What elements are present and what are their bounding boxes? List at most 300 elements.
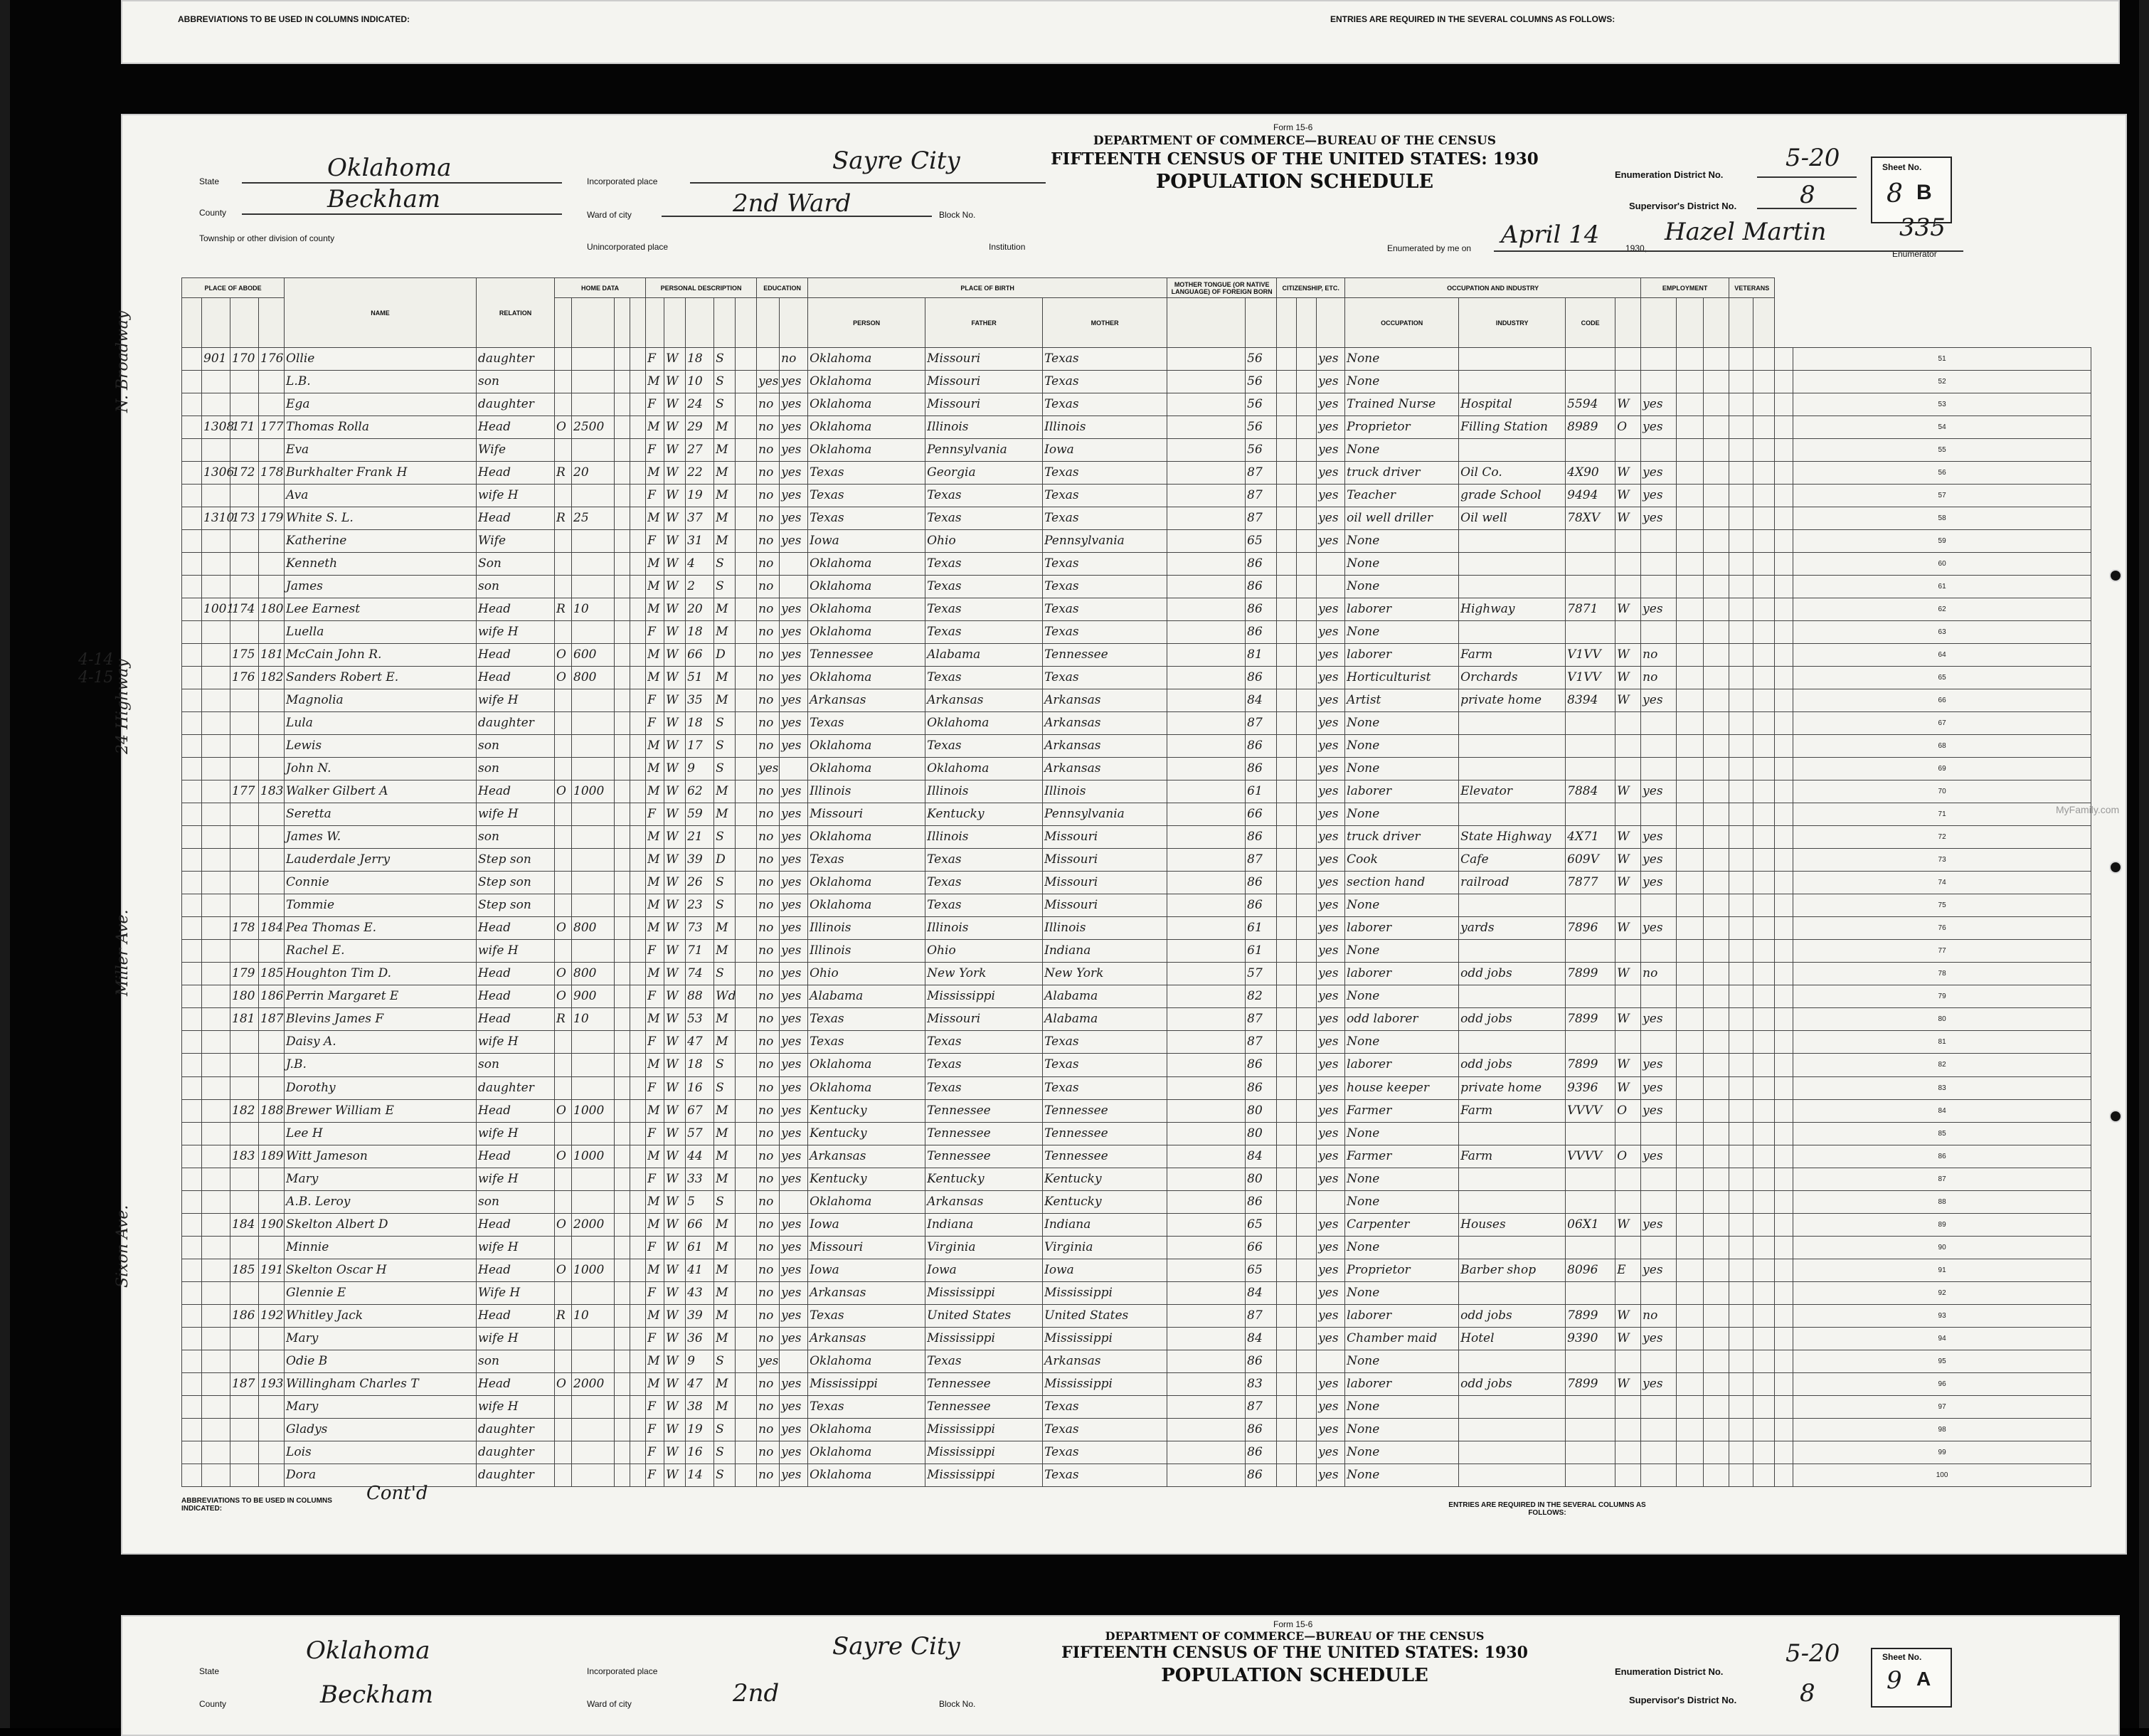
cell-age: 53 [686,1008,714,1031]
cell-mob: Illinois [1043,917,1167,940]
cell-wk: W [1615,507,1641,530]
cell-code: 87 [1246,1031,1277,1054]
cell-race: W [664,735,686,758]
cell-st [182,530,202,553]
cell-mar: M [714,621,736,644]
cell-occ: None [1345,621,1459,644]
cell-sch: no [757,1008,780,1031]
cell-sex: M [646,1054,664,1076]
stamp-number: 335 [1899,213,1946,242]
cell-empty [630,553,646,576]
cell-race: W [664,940,686,963]
cell-name: Skelton Oscar H [285,1259,477,1281]
cell-rel: Head [477,507,555,530]
cell-pob: Texas [808,1031,925,1054]
cell-empty [630,530,646,553]
cell-dw [202,849,230,872]
cell-empty [1753,1054,1775,1076]
cell-read: yes [780,1441,808,1464]
cell-dw [202,1441,230,1464]
cell-empty [1297,940,1317,963]
cell-empty [1729,963,1753,985]
cell-empty [1167,1145,1246,1168]
cell-oc: 8394 [1566,689,1615,712]
cell-sch: no [757,735,780,758]
cell-pob: Oklahoma [808,1054,925,1076]
cell-race: W [664,758,686,780]
cell-empty [1297,530,1317,553]
cell-mar: S [714,963,736,985]
cell-rel: wife H [477,689,555,712]
cell-empty [1729,416,1753,439]
cell-fm [230,1350,259,1372]
cell-fn [259,1236,285,1259]
cell-rel: wife H [477,1327,555,1350]
cell-empty [1729,803,1753,826]
cell-empty [630,1122,646,1145]
cell-ind: Oil well [1459,507,1566,530]
cell-dw [202,1099,230,1122]
cell-race: W [664,1441,686,1464]
cell-oc: 4X90 [1566,462,1615,485]
cell-sex: F [646,485,664,507]
cell-sch: no [757,1145,780,1168]
cell-empty [615,1281,630,1304]
cell-rel: Son [477,553,555,576]
line-number: 61 [1793,576,2091,598]
cell-ind: Farm [1459,1099,1566,1122]
cell-ind: State Highway [1459,826,1566,849]
cell-mar: S [714,1464,736,1486]
cell-empty [736,1031,757,1054]
cell-age: 36 [686,1327,714,1350]
cell-empty [736,667,757,689]
line-number: 68 [1793,735,2091,758]
col-code: CODE [1566,298,1615,348]
cell-pob: Kentucky [808,1099,925,1122]
cell-empty [1167,689,1246,712]
cell-emp: no [1641,963,1677,985]
cell-wk [1615,348,1641,371]
cell-own [555,872,572,894]
cell-empty [1704,1190,1729,1213]
cell-val [572,348,615,371]
cell-st [182,940,202,963]
cell-age: 27 [686,439,714,462]
cell-oc [1566,712,1615,735]
cell-fob: Oklahoma [925,758,1043,780]
cell-empty [1704,393,1729,416]
cell-eng [1317,553,1345,576]
cell-age: 14 [686,1464,714,1486]
cell-rel: wife H [477,621,555,644]
cell-empty [1753,1304,1775,1327]
cell-sex: M [646,826,664,849]
cell-rel: Head [477,1099,555,1122]
cell-empty [1704,735,1729,758]
table-row [182,485,2091,507]
cell-own [555,849,572,872]
cell-empty [630,689,646,712]
cell-mob: Alabama [1043,985,1167,1008]
cell-fm [230,530,259,553]
cell-empty [1753,780,1775,803]
cell-name: McCain John R. [285,644,477,667]
cell-empty [1297,1395,1317,1418]
cell-own: R [555,1304,572,1327]
cell-rel: Head [477,1304,555,1327]
cell-eng: yes [1317,439,1345,462]
line-number: 74 [1793,872,2091,894]
cell-fn [259,1395,285,1418]
cell-oc: V1VV [1566,667,1615,689]
cell-occ: None [1345,735,1459,758]
table-row [182,758,2091,780]
cell-oc [1566,553,1615,576]
cell-read: yes [780,598,808,621]
cell-st [182,598,202,621]
table-row [182,1054,2091,1076]
cell-empty [1297,826,1317,849]
group-abode: PLACE OF ABODE [182,278,285,298]
cell-mob: Texas [1043,621,1167,644]
cell-wk: O [1615,1145,1641,1168]
cell-eng: yes [1317,826,1345,849]
cell-sex: M [646,872,664,894]
cell-fm: 181 [230,1008,259,1031]
cell-name: Ollie [285,348,477,371]
cell-empty [1167,1259,1246,1281]
cell-empty [1753,803,1775,826]
cell-age: 26 [686,872,714,894]
cell-empty [1704,1327,1729,1350]
cell-empty [1775,485,1793,507]
cell-empty [1677,439,1704,462]
cell-eng: yes [1317,758,1345,780]
cell-mob: Texas [1043,1418,1167,1441]
cell-sch: no [757,712,780,735]
cell-own: O [555,780,572,803]
cell-empty [1704,348,1729,371]
cell-own: R [555,598,572,621]
cell-sch: no [757,985,780,1008]
cell-rel: Head [477,462,555,485]
cell-code: 86 [1246,621,1277,644]
cell-empty [1677,735,1704,758]
cell-rel: Head [477,416,555,439]
cell-eng: yes [1317,849,1345,872]
cell-occ: None [1345,1350,1459,1372]
cell-occ: None [1345,371,1459,393]
cell-empty [630,1418,646,1441]
cell-val: 2000 [572,1213,615,1236]
cell-rel: daughter [477,712,555,735]
cell-fm [230,803,259,826]
group-tongue: MOTHER TONGUE (OR NATIVE LANGUAGE) OF FOREIGN BORN [1167,278,1277,298]
cell-empty [1677,872,1704,894]
cell-empty [1729,1236,1753,1259]
cell-mob: Missouri [1043,894,1167,917]
cell-emp: yes [1641,1145,1677,1168]
cell-wk [1615,1281,1641,1304]
cell-fn [259,621,285,644]
table-row [182,1281,2091,1304]
cell-race: W [664,1031,686,1054]
cell-empty [1297,416,1317,439]
cell-oc [1566,758,1615,780]
cell-pob: Oklahoma [808,348,925,371]
cell-fob: Oklahoma [925,712,1043,735]
line-number: 66 [1793,689,2091,712]
cell-name: James W. [285,826,477,849]
cell-emp [1641,530,1677,553]
cell-empty [630,1054,646,1076]
cell-empty [1167,667,1246,689]
cell-emp: no [1641,1304,1677,1327]
cell-val [572,1281,615,1304]
cell-ind [1459,1190,1566,1213]
cell-oc [1566,1350,1615,1372]
cell-race: W [664,1145,686,1168]
cell-sex: F [646,1327,664,1350]
cell-sex: F [646,803,664,826]
cell-emp [1641,894,1677,917]
cell-st [182,985,202,1008]
cell-empty [630,1395,646,1418]
cell-fn [259,1281,285,1304]
table-row [182,439,2091,462]
cell-sch: no [757,530,780,553]
cell-mob: Illinois [1043,780,1167,803]
cell-emp [1641,553,1677,576]
cell-ind: railroad [1459,872,1566,894]
cell-empty [1753,1281,1775,1304]
cell-wk: W [1615,1372,1641,1395]
cell-eng [1317,1350,1345,1372]
cell-wk: W [1615,1008,1641,1031]
cell-read [780,1190,808,1213]
cell-empty [1277,1395,1297,1418]
cell-own [555,530,572,553]
cell-emp: yes [1641,1213,1677,1236]
line-number: 83 [1793,1076,2091,1099]
cell-empty [736,1259,757,1281]
line-number: 67 [1793,712,2091,735]
cell-code: 87 [1246,1395,1277,1418]
cell-rel: Head [477,667,555,689]
cell-age: 71 [686,940,714,963]
cell-val [572,1122,615,1145]
cell-sex: F [646,1395,664,1418]
cell-race: W [664,1008,686,1031]
cell-read: yes [780,1281,808,1304]
cell-oc: VVVV [1566,1099,1615,1122]
line-number: 100 [1793,1464,2091,1486]
cell-fn [259,371,285,393]
cell-own [555,1054,572,1076]
cell-mar: M [714,667,736,689]
cell-empty [1753,1372,1775,1395]
group-occupation: OCCUPATION AND INDUSTRY [1345,278,1641,298]
cell-fm: 178 [230,917,259,940]
cell-dw [202,393,230,416]
sheet-label: Sheet No. [1882,162,1922,172]
cell-empty [615,985,630,1008]
cell-fn [259,735,285,758]
cell-mob: Missouri [1043,872,1167,894]
cell-dw: 1310 [202,507,230,530]
cell-empty [615,1304,630,1327]
cell-st [182,780,202,803]
cell-code: 84 [1246,1145,1277,1168]
cell-ind [1459,803,1566,826]
line-number: 81 [1793,1031,2091,1054]
cell-own: O [555,985,572,1008]
cell-read: yes [780,644,808,667]
cell-empty [1729,507,1753,530]
cell-pob: Oklahoma [808,1350,925,1372]
cell-mar: S [714,894,736,917]
cell-ind [1459,985,1566,1008]
cell-sex: M [646,1372,664,1395]
cell-st [182,872,202,894]
cell-sex: M [646,1350,664,1372]
cell-empty [1753,1259,1775,1281]
cell-eng: yes [1317,1259,1345,1281]
census-table [181,277,2091,1487]
cell-empty [1753,735,1775,758]
cell-ind [1459,1395,1566,1418]
cell-ind: Orchards [1459,667,1566,689]
cell-pob: Iowa [808,1213,925,1236]
cell-sex: F [646,1076,664,1099]
cell-ind: Cafe [1459,849,1566,872]
cell-st [182,462,202,485]
cell-val [572,439,615,462]
cell-empty [630,1031,646,1054]
cell-empty [1297,1418,1317,1441]
cell-fm: 172 [230,462,259,485]
next-ward-value: 2nd [733,1679,780,1708]
cell-read: yes [780,1076,808,1099]
cell-empty [1677,1031,1704,1054]
cell-mar: M [714,917,736,940]
cell-empty [1775,963,1793,985]
cell-mob: Iowa [1043,439,1167,462]
cell-val [572,1441,615,1464]
cell-rel: son [477,1054,555,1076]
cell-empty [1753,348,1775,371]
cell-fob: Iowa [925,1259,1043,1281]
census-title: FIFTEENTH CENSUS OF THE UNITED STATES: 1930 [1051,149,1539,169]
cell-empty [736,1008,757,1031]
cell-fob: Texas [925,576,1043,598]
cell-oc [1566,894,1615,917]
cell-sch: no [757,917,780,940]
cell-empty [1753,1145,1775,1168]
cell-empty [736,780,757,803]
cell-fm [230,1076,259,1099]
cell-dw [202,553,230,576]
cell-empty [1704,621,1729,644]
cell-fn: 179 [259,507,285,530]
cell-empty [1297,1076,1317,1099]
cell-fm [230,1395,259,1418]
cell-ind [1459,371,1566,393]
cell-empty [1277,1054,1297,1076]
cell-empty [1277,530,1297,553]
state-label: State [199,176,220,186]
cell-st [182,1031,202,1054]
cell-mar: S [714,826,736,849]
cell-empty [1677,826,1704,849]
cell-emp: yes [1641,507,1677,530]
cell-fm [230,553,259,576]
cell-empty [1297,894,1317,917]
cell-empty [1729,917,1753,940]
cell-st [182,1122,202,1145]
cell-rel: Wife [477,439,555,462]
cell-empty [736,644,757,667]
cell-sch: no [757,598,780,621]
cell-emp [1641,1236,1677,1259]
cell-empty [1753,1076,1775,1099]
cell-empty [1167,1190,1246,1213]
table-row [182,1168,2091,1190]
cell-emp: yes [1641,1076,1677,1099]
cell-age: 23 [686,894,714,917]
cell-fm [230,439,259,462]
cell-oc: V1VV [1566,644,1615,667]
cell-empty [1167,780,1246,803]
cell-dw [202,485,230,507]
cell-fm: 175 [230,644,259,667]
cell-empty [1677,712,1704,735]
cell-val [572,894,615,917]
cell-mar: S [714,371,736,393]
cell-empty [630,598,646,621]
cell-emp [1641,985,1677,1008]
cell-fm: 183 [230,1145,259,1168]
cell-empty [1775,689,1793,712]
table-row [182,780,2091,803]
cell-race: W [664,894,686,917]
cell-own [555,1464,572,1486]
cell-emp: no [1641,667,1677,689]
cell-oc: 7899 [1566,1372,1615,1395]
cell-val [572,1168,615,1190]
cell-race: W [664,576,686,598]
cell-empty [1297,644,1317,667]
cell-occ: None [1345,1031,1459,1054]
cell-rel: wife H [477,803,555,826]
cell-empty [1704,712,1729,735]
cell-sex: F [646,1464,664,1486]
cell-val [572,803,615,826]
cell-race: W [664,1076,686,1099]
cell-empty [736,803,757,826]
cell-wk [1615,576,1641,598]
next-sd-value: 8 [1800,1679,1815,1708]
cell-code: 86 [1246,872,1277,894]
enumerator-label: Enumerator [1892,249,1937,259]
cell-mar: M [714,598,736,621]
group-personal: PERSONAL DESCRIPTION [646,278,757,298]
group-citizenship: CITIZENSHIP, ETC. [1277,278,1345,298]
cell-empty [1775,462,1793,485]
cell-mob: Indiana [1043,1213,1167,1236]
cell-mob: Kentucky [1043,1190,1167,1213]
